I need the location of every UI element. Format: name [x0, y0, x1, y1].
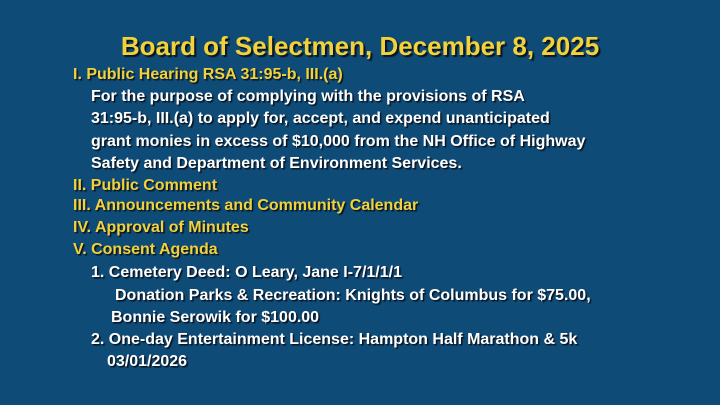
consent-item-detail: 03/01/2026 [107, 353, 188, 370]
public-hearing-body-line: 31:95-b, III.(a) to apply for, accept, and expend unanticipated [91, 110, 550, 127]
agenda-item-consent-agenda: V. Consent Agenda [73, 241, 218, 258]
public-hearing-body-line: grant monies in excess of $10,000 from the NH Office of Highway [91, 133, 586, 150]
agenda-item-announcements: III. Announcements and Community Calendar [73, 197, 419, 214]
agenda-item-public-comment: II. Public Comment [73, 177, 218, 194]
agenda-item-public-hearing: I. Public Hearing RSA 31:95-b, III.(a) [73, 66, 343, 83]
consent-item: 2. One-day Entertainment License: Hampton Half Marathon & 5k [91, 331, 578, 348]
agenda-item-approval-minutes: IV. Approval of Minutes [73, 219, 249, 236]
public-hearing-body-line: For the purpose of complying with the provisions of RSA [91, 88, 525, 105]
public-hearing-body-line: Safety and Department of Environment Services. [91, 155, 462, 172]
consent-item: 1. Cemetery Deed: O Leary, Jane I-7/1/1/1 [91, 264, 402, 281]
consent-item-detail: Donation Parks & Recreation: Knights of Columbus for $75.00, [115, 287, 591, 304]
slide-title: Board of Selectmen, December 8, 2025 [120, 31, 600, 61]
consent-item-detail: Bonnie Serowik for $100.00 [111, 309, 320, 326]
